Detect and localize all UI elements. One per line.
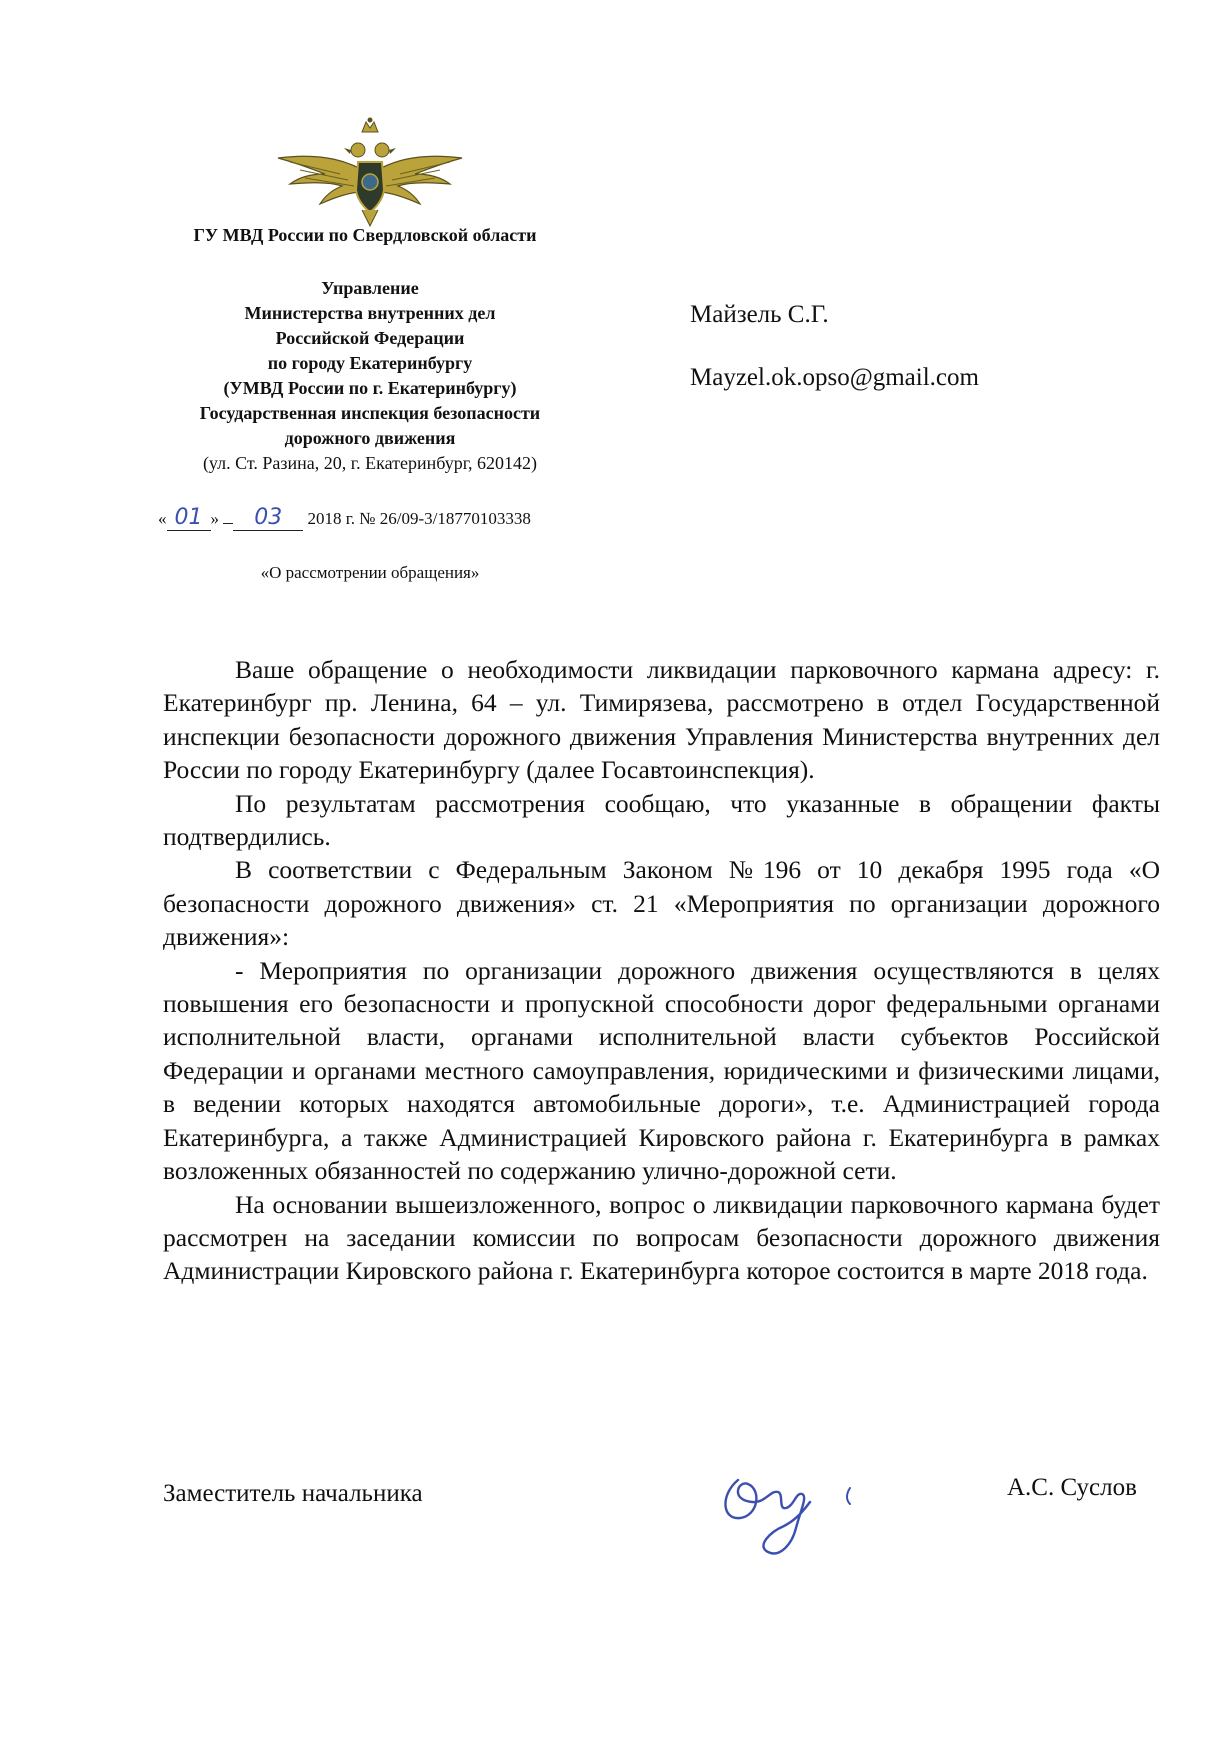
body-paragraph: Ваше обращение о необходимости ликвидации парковочного кармана адресу: г. Екатеринбург пр. Ленина, 64 – ул. Тимирязева, рассмотрено в отдел Государственной инспекции безопасности дорожного движения Управления Министерства внутренних дел России по городу Екатеринбургу (далее Госавтоинспекция). xyxy=(163,655,1160,785)
letterhead-line: Российской Федерации xyxy=(275,328,465,348)
open-quote: « xyxy=(158,509,167,528)
letterhead-block xyxy=(150,276,590,476)
letterhead-line: по городу Екатеринбургу xyxy=(267,353,473,373)
letterhead-line: дорожного движения xyxy=(284,428,456,448)
signatory-name: А.С. Суслов xyxy=(1007,1474,1137,1501)
registration-line xyxy=(158,505,598,531)
body-paragraph: - Мероприятия по организации дорожного движения осуществляются в целях повышения его безопасности и пропускной способности дорог федеральными органами исполнительной власти, органами исполнительной власти субъектов Российской Федерации и органами местного самоуправления, юридическими и физическими лицами, в ведении которых находятся автомобильные дороги», т.е. Администрацией города Екатеринбурга, а также Администрацией Кировского района г. Екатеринбурга в рамках возложенных обязанностей по содержанию улично-дорожной сети. xyxy=(163,955,1160,1186)
letterhead-line: Государственная инспекция безопасности xyxy=(199,403,541,423)
department-name: ГУ МВД России по Свердловской области xyxy=(193,225,537,245)
registration-number: 2018 г. № 26/09-3/18770103338 xyxy=(307,509,531,528)
handwritten-day: 01 xyxy=(167,505,211,531)
addressee-email: Mayzel.ok.opso@gmail.com xyxy=(690,364,979,391)
body-paragraph: В соответствии с Федеральным Законом №196 от 10 декабря 1995 года «О безопасности дорожного движения» ст. 21 «Мероприятия по организации дорожного движения»: xyxy=(163,855,1160,952)
signatory-title: Заместитель начальника xyxy=(163,1480,423,1507)
handwritten-signature-icon xyxy=(700,1440,880,1570)
addressee-name: Майзель С.Г. xyxy=(690,301,829,328)
body-paragraph: По результатам рассмотрения сообщаю, что указанные в обращении факты подтвердились. xyxy=(163,788,1160,852)
letterhead-line: Управление xyxy=(321,278,419,298)
letterhead-line: (УМВД России по г. Екатеринбургу) xyxy=(223,378,517,398)
body-paragraph: На основании вышеизложенного, вопрос о ликвидации парковочного кармана будет рассмотрен на заседании комиссии по вопросам безопасности дорожного движения Администрации Кировского района г. Екатеринбурга которое состоится в марте 2018 года. xyxy=(163,1189,1160,1286)
addressee-block xyxy=(690,300,979,393)
letter-subject: «О рассмотрении обращения» xyxy=(260,563,480,582)
letterhead-line: Министерства внутренних дел xyxy=(244,303,496,323)
handwritten-month: 03 xyxy=(233,505,303,531)
letterhead-address: (ул. Ст. Разина, 20, г. Екатеринбург, 620142) xyxy=(202,453,538,473)
close-quote: » xyxy=(210,509,219,528)
letter-body xyxy=(163,653,1160,1288)
eagle-emblem-icon xyxy=(270,112,470,232)
